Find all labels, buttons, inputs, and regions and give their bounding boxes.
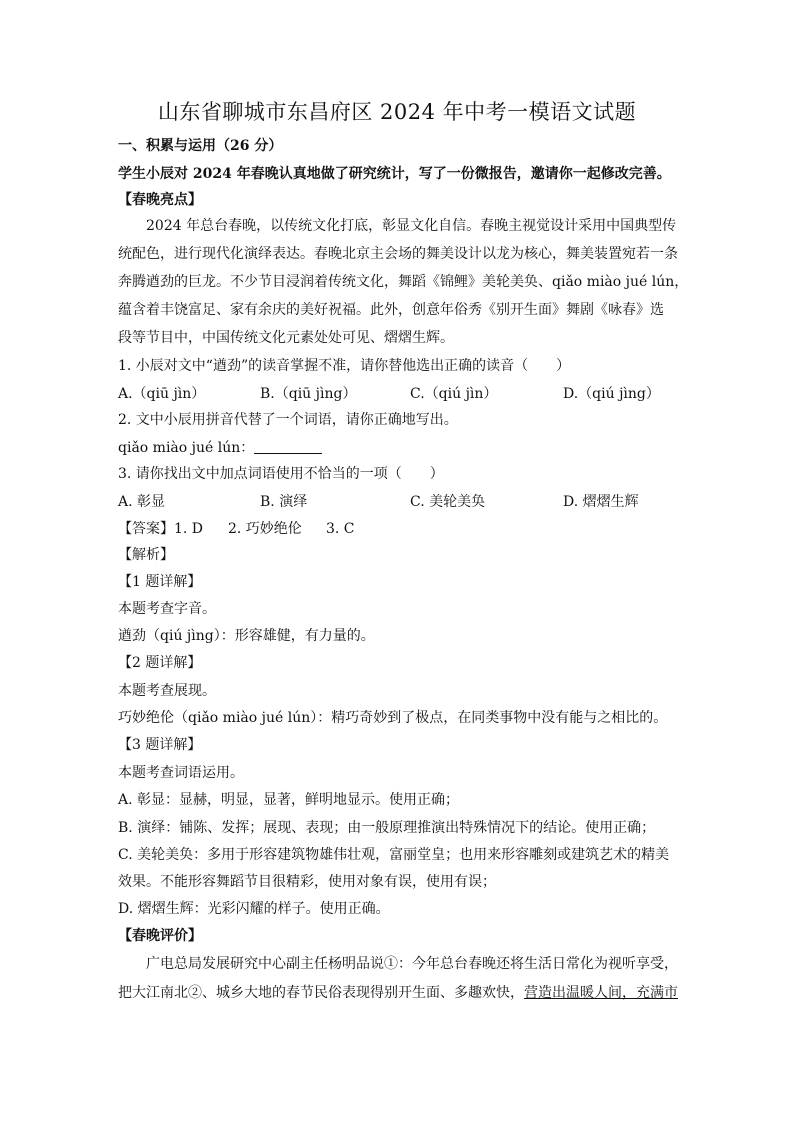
option-d: D.（qiú jìng） [563, 386, 660, 402]
question-1-stem: 1. 小辰对文中“遒劲”的读音掌握不准，请你替他选出正确的读音（ ） [118, 358, 571, 374]
underlined-fragment: 营造出温暖人间，充满市 [524, 985, 678, 1001]
paragraph-line: 统配色，进行现代化演绎表达。春晚北京主会场的舞美设计以龙为核心，舞美装置宛若一条 [118, 246, 678, 262]
question-3-stem: 3. 请你找出文中加点词语使用不恰当的一项（ ） [118, 466, 444, 482]
detail-1-label: 【1 题详解】 [118, 574, 202, 590]
paragraph-line: 奔腾遒劲的巨龙。不少节目浸润着传统文化，舞蹈《锦鲤》美轮美奂、qiǎo miào jué lún， [118, 274, 689, 290]
detail-line: 本题考查展现。 [118, 683, 216, 699]
analysis-label: 【解析】 [118, 547, 174, 563]
option-c: C.（qiú jìn） [410, 386, 498, 402]
paragraph-line [118, 983, 684, 1003]
paragraph-line: 广电总局发展研究中心副主任杨明品说①：今年总台春晚还将生活日常化为视听享受， [146, 956, 678, 972]
paragraph-fragment: 把大江南北②、城乡大地的春节民俗表现得别开生面、多趣欢快， [118, 985, 524, 1001]
detail-line: D. 熠熠生辉：光彩闪耀的样子。使用正确。 [118, 901, 390, 917]
question-2-prompt: qiǎo miào jué lún： [118, 440, 255, 456]
paragraph-line: 蕴含着丰饶富足、家有余庆的美好祝福。此外，创意年俗秀《别开生面》舞剧《咏春》选 [118, 302, 664, 318]
option-c: C. 美轮美奂 [410, 494, 486, 510]
question-2-answer-line [118, 438, 684, 458]
detail-3-label: 【3 题详解】 [118, 737, 202, 753]
answer-item: 3. C [326, 521, 355, 537]
answer-item: 1. D [174, 521, 204, 537]
detail-line: B. 演绎：铺陈、发挥；展现、表现；由一般原理推演出特殊情况下的结论。使用正确； [118, 820, 656, 836]
subheading-evaluation: 【春晚评价】 [118, 928, 202, 944]
answer-blank [254, 439, 322, 454]
section-heading: 一、积累与运用（26 分） [118, 138, 283, 154]
option-b: B.（qiū jìng） [260, 386, 357, 402]
detail-line: C. 美轮美奂：多用于形容建筑物雄伟壮观，富丽堂皇；也用来形容雕刻或建筑艺术的精美 [118, 847, 670, 863]
option-a: A. 彰显 [118, 494, 166, 510]
detail-line: 本题考查词语运用。 [118, 765, 244, 781]
option-b: B. 演绎 [260, 494, 308, 510]
detail-line: 遒劲（qiú jìng）：形容雄健，有力量的。 [118, 628, 375, 644]
question-2-stem: 2. 文中小辰用拼音代替了一个词语，请你正确地写出。 [118, 412, 458, 428]
detail-2-label: 【2 题详解】 [118, 655, 202, 671]
detail-line: 效果。不能形容舞蹈节目很精彩，使用对象有误，使用有误； [118, 874, 496, 890]
paragraph-line: 2024 年总台春晚，以传统文化打底，彰显文化自信。春晚主视觉设计采用中国典型传 [146, 218, 677, 234]
paragraph-line: 段等节目中，中国传统文化元素处处可见、熠熠生辉。 [118, 330, 454, 346]
option-d: D. 熠熠生辉 [563, 494, 639, 510]
detail-line: 本题考查字音。 [118, 601, 216, 617]
subheading-highlights: 【春晚亮点】 [118, 192, 202, 208]
answer-label: 【答案】 [118, 521, 174, 537]
detail-line: 巧妙绝伦（qiǎo miào jué lún）：精巧奇妙到了极点，在同类事物中没有能与之相比的。 [118, 710, 668, 726]
option-a: A.（qiū jìn） [118, 386, 206, 402]
detail-line: A. 彰显：显赫，明显，显著，鲜明地显示。使用正确； [118, 792, 460, 808]
section-intro: 学生小辰对 2024 年春晚认真地做了研究统计，写了一份微报告，邀请你一起修改完善。 [118, 166, 671, 182]
answer-item: 2. 巧妙绝伦 [228, 521, 302, 537]
page-title: 山东省聊城市东昌府区 2024 年中考一模语文试题 [157, 100, 637, 124]
